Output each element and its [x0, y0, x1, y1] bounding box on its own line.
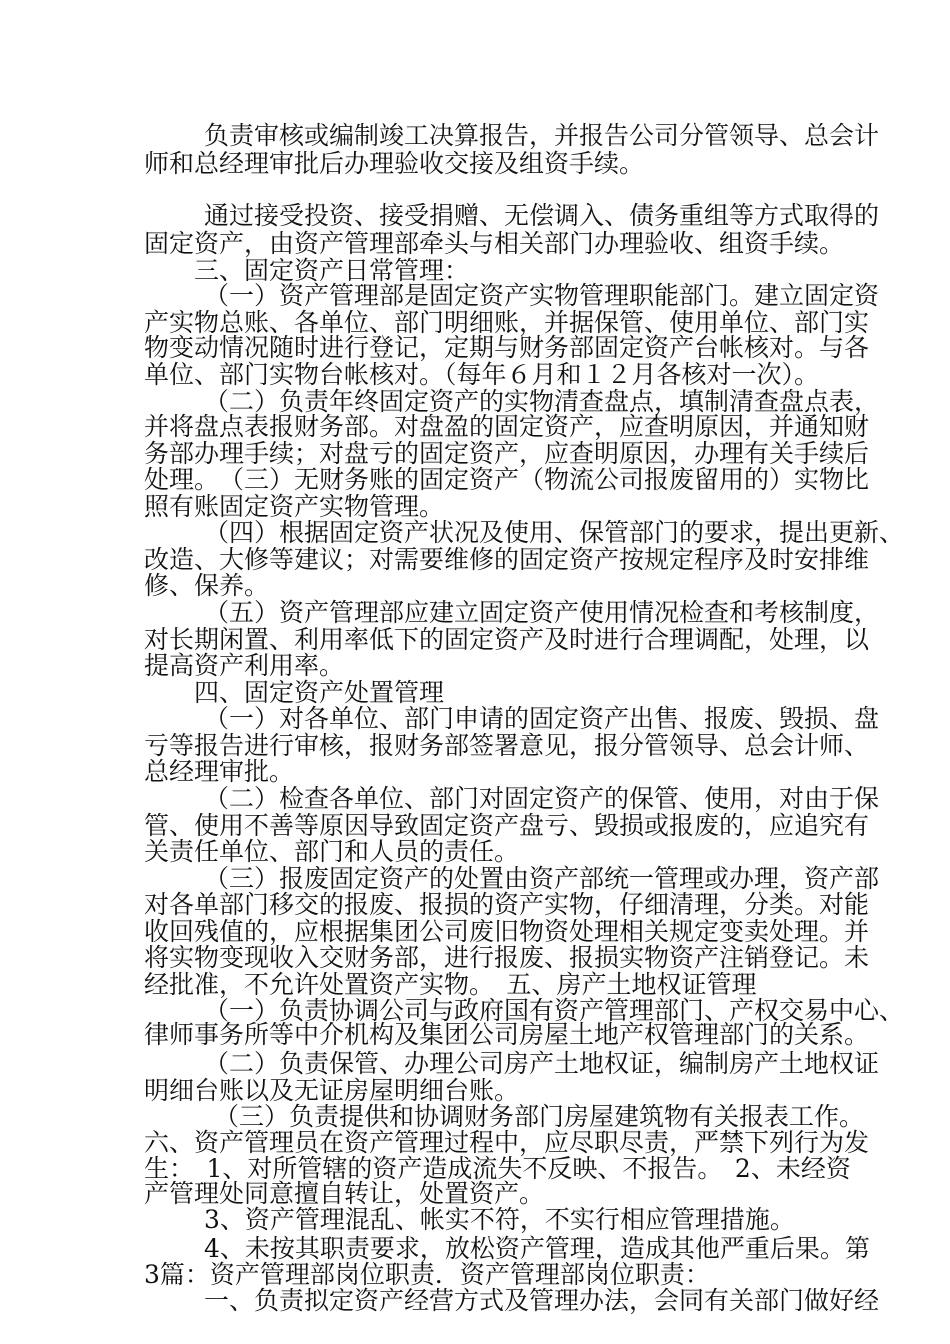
text-line-41: 3、资产管理混乱、帐实不符，不实行相应管理措施。 [204, 1205, 795, 1234]
text-line-16: 改造、大修等建议；对需要维修的固定资产按规定程序及时安排维 [144, 545, 870, 574]
text-line-18: （五）资产管理部应建立固定资产使用情况检查和考核制度， [204, 598, 880, 627]
text-line-3: 通过接受投资、接受捐赠、无偿调入、债务重组等方式取得的 [204, 201, 880, 230]
text-line-42: 4、未按其职责要求，放松资产管理，造成其他严重后果。第 [204, 1234, 870, 1263]
text-line-14: 照有账固定资产实物管理。 [144, 492, 445, 521]
text-line-15: （四）根据固定资产状况及使用、保管部门的要求，提出更新、 [204, 518, 905, 547]
text-line-9: 单位、部门实物台帐核对。（每年６月和１２月各核对一次）。 [144, 360, 820, 389]
text-line-34: 律师事务所等中介机构及集团公司房屋土地产权管理部门的关系。 [144, 1020, 870, 1049]
text-line-38: 六、资产管理员在资产管理过程中，应尽职尽责，严禁下列行为发 [144, 1128, 870, 1157]
text-line-43: 3篇：资产管理部岗位职责．资产管理部岗位职责： [144, 1260, 710, 1289]
text-line-25: （二）检查各单位、部门对固定资产的保管、使用，对由于保 [204, 784, 880, 813]
text-line-23: 亏等报告进行审核，报财务部签署意见，报分管领导、总会计师、 [144, 731, 870, 760]
text-line-8: 物变动情况随时进行登记，定期与财务部固定资产台帐核对。与各 [144, 333, 870, 362]
text-line-1: 负责审核或编制竣工决算报告，并报告公司分管领导、总会计 [204, 121, 880, 150]
text-line-7: 产实物总账、各单位、部门明细账，并据保管、使用单位、部门实 [144, 308, 870, 337]
text-line-37: （三）负责提供和协调财务部门房屋建筑物有关报表工作。 [214, 1102, 865, 1131]
text-line-13: 处理。 （三）无财务账的固定资产（物流公司报废留用的）实物比 [144, 465, 870, 494]
text-line-28: （三）报废固定资产的处置由资产部统一管理或办理，资产部 [204, 864, 880, 893]
text-line-29: 对各单部门移交的报废、报损的资产实物，仔细清理，分类。对能 [144, 890, 870, 919]
text-line-40: 产管理处同意擅自转让，处置资产。 [144, 1179, 545, 1208]
text-line-27: 关责任单位、部门和人员的责任。 [144, 837, 520, 866]
text-line-36: 明细台账以及无证房屋明细台账。 [144, 1076, 520, 1105]
text-line-22: （一）对各单位、部门申请的固定资产出售、报废、毁损、盘 [204, 704, 880, 733]
text-line-44: 一、负责拟定资产经营方式及管理办法，会同有关部门做好经 [204, 1286, 880, 1315]
text-line-21: 四、固定资产处置管理 [194, 678, 445, 707]
text-line-11: 并将盘点表报财务部。对盘盈的固定资产，应查明原因，并通知财 [144, 412, 870, 441]
text-line-6: （一）资产管理部是固定资产实物管理职能部门。建立固定资 [204, 281, 880, 310]
text-line-19: 对长期闲置、利用率低下的固定资产及时进行合理调配，处理，以 [144, 625, 870, 654]
text-line-10: （二）负责年终固定资产的实物清查盘点，填制清查盘点表， [204, 387, 880, 416]
text-line-12: 务部办理手续；对盘亏的固定资产，应查明原因，办理有关手续后 [144, 439, 870, 468]
text-line-30: 收回残值的，应根据集团公司废旧物资处理相关规定变卖处理。并 [144, 917, 870, 946]
text-line-35: （二）负责保管、办理公司房产土地权证，编制房产土地权证 [204, 1049, 880, 1078]
text-line-26: 管、使用不善等原因导致固定资产盘亏、毁损或报废的，应追究有 [144, 811, 870, 840]
text-line-31: 将实物变现收入交财务部，进行报废、报损实物资产注销登记。未 [144, 943, 870, 972]
text-line-5: 三、固定资产日常管理： [194, 256, 470, 285]
text-line-33: （一）负责协调公司与政府国有资产管理部门、产权交易中心、 [204, 996, 905, 1025]
text-line-24: 总经理审批。 [144, 757, 295, 786]
text-line-2: 师和总经理审批后办理验收交接及组资手续。 [144, 149, 645, 178]
text-line-39: 生： 1、对所管辖的资产造成流失不反映、不报告。 2、未经资 [144, 1154, 851, 1183]
text-line-20: 提高资产利用率。 [144, 651, 345, 680]
text-line-32: 经批准，不允许处置资产实物。 五、房产土地权证管理 [144, 970, 757, 999]
text-line-17: 修、保养。 [144, 571, 270, 600]
text-line-4: 固定资产，由资产管理部牵头与相关部门办理验收、组资手续。 [144, 229, 845, 258]
